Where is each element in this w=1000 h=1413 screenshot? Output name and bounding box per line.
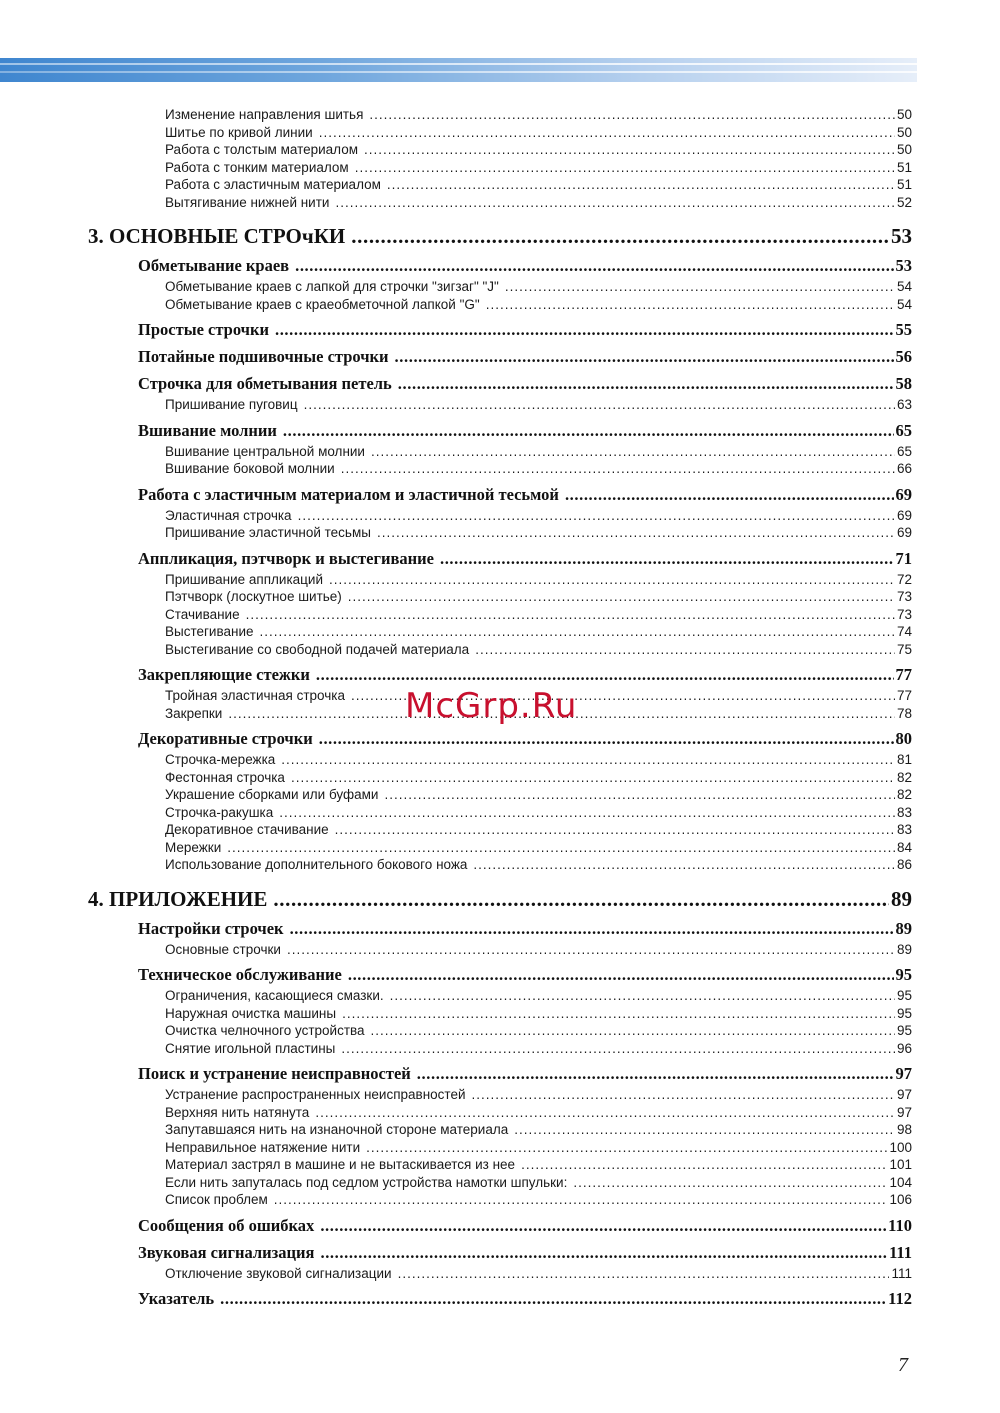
toc-entry-page: 97 [895,1064,912,1083]
toc-subsection [165,1022,912,1040]
toc-dot-leader [355,159,895,177]
toc-entry-title: Выстегивание [165,624,254,639]
toc-entry-page: 69 [896,507,912,523]
toc-entry-title: Вытягивание нижней нити [165,194,330,210]
toc-entry-page: 72 [896,571,912,587]
toc-entry-page: 86 [896,857,912,872]
toc-entry-title: Работа с эластичным материалом [165,177,381,192]
toc-section [138,320,912,340]
toc-dot-leader [291,769,895,787]
toc-dot-leader [387,176,895,194]
toc-dot-leader [304,396,895,414]
toc-entry-title: Основные строчки [165,941,281,957]
toc-entry-title: Шитье по кривой линии [165,124,313,140]
toc-entry-page: 56 [895,347,912,366]
toc-entry-title: Строчка-ракушка [165,804,274,820]
toc-entry-title: Пришивание аппликаций [165,571,323,587]
toc-entry-title: Использование дополнительного бокового ножа [165,857,468,872]
toc-dot-leader [473,856,895,874]
toc-entry-title: Стачивание [165,606,240,622]
toc-entry-title: Сообщения об ошибках [138,1215,315,1235]
toc-dot-leader [227,839,895,857]
toc-entry-title: Работа с тонким материалом [165,159,349,175]
toc-entry-title: Настройки строчек [138,918,284,938]
toc-entry-title: Верхняя нить натянута [165,1104,310,1120]
toc-entry-title: Простые строчки [138,320,269,339]
toc-entry-page: 111 [891,1265,912,1281]
toc-dot-leader [384,786,895,804]
toc-dot-leader [246,606,895,624]
toc-entry-title: Строчка-мережка [165,752,276,767]
toc-subsection [165,460,912,478]
toc-section [138,919,912,939]
toc-subsection [165,396,912,414]
toc-subsection [165,786,912,804]
toc-entry-page: 73 [896,589,912,604]
toc-subsection [165,124,912,142]
toc-dot-leader [348,965,894,985]
toc-dot-leader [521,1156,887,1174]
toc-entry-page: 69 [896,525,912,540]
toc-section [138,485,912,505]
toc-entry-page: 55 [895,320,912,339]
toc-subsection [165,769,912,787]
toc-subsection [165,606,912,624]
toc-dot-leader [283,421,894,441]
toc-entry-title: Выстегивание со свободной подачей материала [165,641,470,657]
toc-dot-leader [281,751,895,769]
toc-entry-title: Эластичная строчка [165,507,292,523]
toc-entry-title: Вшивание боковой молнии [165,461,335,476]
toc-entry-page: 110 [888,1215,912,1235]
toc-entry-page: 95 [895,965,912,984]
toc-entry-page: 54 [896,279,912,294]
toc-dot-leader [316,665,894,685]
toc-section [138,665,912,685]
toc-entry-title: Звуковая сигнализация [138,1242,315,1262]
toc-dot-leader [335,194,895,212]
page-number: 7 [898,1354,908,1376]
toc-entry-page: 52 [896,194,912,210]
toc-subsection [165,1174,912,1192]
toc-entry-page: 81 [896,752,912,767]
toc-subsection [165,588,912,606]
toc-subsection [165,1265,912,1283]
toc-entry-title: Вшивание молнии [138,420,277,440]
toc-subsection [165,751,912,769]
toc-section [138,729,912,749]
toc-entry-title: Техническое обслуживание [138,965,342,984]
toc-entry-page: 71 [895,548,912,568]
toc-entry-page: 50 [896,107,912,122]
toc-entry-title: 3. ОСНОВНЫЕ СТРОчКИ [88,224,346,248]
toc-dot-leader [315,1104,895,1122]
toc-entry-title: Указатель [138,1289,215,1308]
toc-entry-title: Ограничения, касающиеся смазки. [165,988,384,1003]
toc-dot-leader [319,729,894,749]
toc-entry-page: 89 [896,941,912,957]
toc-dot-leader [341,1040,895,1058]
toc-entry-title: Обметывание краев с краеобметочной лапкой "G" [165,296,480,312]
toc-subsection [165,1086,912,1104]
header-decorative-band [0,58,917,82]
toc-entry-title: Если нить запуталась под седлом устройства намотки шпульки: [165,1174,568,1190]
toc-entry-page: 63 [896,397,912,412]
toc-subsection [165,296,912,314]
toc-subsection [165,941,912,959]
toc-dot-leader [364,141,895,159]
toc-entry-page: 97 [896,1087,912,1102]
toc-entry-title: Пришивание пуговиц [165,397,298,412]
toc-entry-page: 96 [896,1040,912,1056]
toc-entry-page: 95 [896,988,912,1003]
toc-dot-leader [371,443,895,461]
toc-dot-leader [335,821,895,839]
toc-dot-leader [273,886,889,912]
toc-subsection [165,856,912,874]
toc-entry-title: Пэтчворк (лоскутное шитье) [165,589,342,604]
toc-dot-leader [220,1289,886,1309]
toc-entry-title: Материал застрял в машине и не вытаскивается из нее [165,1157,516,1172]
toc-section [138,549,912,569]
toc-entry-page: 100 [889,1139,912,1155]
toc-entry-page: 78 [896,705,912,721]
toc-dot-leader [320,1243,887,1263]
toc-entry-title: Декоративные строчки [138,729,313,748]
toc-dot-leader [440,549,894,569]
toc-dot-leader [514,1121,895,1139]
toc-entry-title: Очистка челночного устройства [165,1023,365,1038]
toc-section [138,965,912,985]
toc-entry-title: Неправильное натяжение нити [165,1139,361,1155]
toc-section [138,1243,912,1263]
toc-entry-page: 83 [896,822,912,837]
toc-subsection [165,1005,912,1023]
toc-subsection [165,176,912,194]
toc-entry-title: Поиск и устранение неисправностей [138,1064,411,1083]
toc-dot-leader [417,1064,894,1084]
toc-dot-leader [505,278,895,296]
toc-entry-title: Список проблем [165,1192,268,1207]
toc-entry-page: 80 [895,729,912,748]
toc-section [138,421,912,441]
toc-subsection [165,141,912,159]
toc-entry-page: 77 [896,688,912,703]
toc-entry-page: 89 [891,886,912,911]
toc-entry-page: 73 [896,606,912,622]
toc-dot-leader [398,374,894,394]
toc-dot-leader [275,320,894,340]
toc-entry-page: 50 [896,124,912,140]
toc-section [138,1216,912,1236]
toc-entry-title: Обметывание краев [138,256,290,275]
toc-subsection [165,1156,912,1174]
toc-subsection [165,194,912,212]
toc-entry-title: Закрепки [165,705,223,721]
toc-subsection [165,1121,912,1139]
toc-dot-leader [341,460,895,478]
toc-subsection [165,839,912,857]
toc-entry-page: 106 [889,1192,912,1207]
toc-dot-leader [329,571,895,589]
toc-entry-title: Тройная эластичная строчка [165,688,345,703]
toc-dot-leader [348,588,895,606]
toc-dot-leader [298,507,895,525]
toc-dot-leader [390,987,895,1005]
toc-entry-title: Наружная очистка машины [165,1005,337,1021]
toc-dot-leader [377,524,895,542]
toc-entry-page: 74 [896,624,912,639]
toc-entry-page: 82 [896,787,912,802]
toc-entry-title: Снятие игольной пластины [165,1040,336,1056]
toc-chapter [88,886,912,912]
toc-entry-page: 89 [895,918,912,938]
toc-entry-page: 112 [888,1289,912,1308]
toc-subsection [165,571,912,589]
toc-dot-leader [274,1191,888,1209]
toc-entry-page: 69 [895,484,912,504]
toc-entry-page: 95 [896,1005,912,1021]
toc-dot-leader [290,919,894,939]
toc-subsection [165,278,912,296]
toc-entry-page: 53 [895,256,912,275]
toc-entry-title: Работа с эластичным материалом и эластичной тесьмой [138,484,559,504]
toc-entry-page: 83 [896,804,912,820]
toc-dot-leader [320,1216,886,1236]
toc-entry-title: Украшение сборками или буфами [165,787,379,802]
toc-subsection [165,159,912,177]
toc-dot-leader [371,1022,895,1040]
watermark-text: McGrp.Ru [405,686,578,726]
toc-entry-title: Устранение распространенных неисправностей [165,1087,466,1102]
toc-entry-page: 77 [895,665,912,684]
toc-dot-leader [342,1005,895,1023]
toc-entry-page: 66 [896,461,912,476]
toc-entry-title: Строчка для обметывания петель [138,374,392,393]
toc-entry-title: Отключение звуковой сигнализации [165,1265,392,1281]
toc-entry-page: 104 [889,1174,912,1190]
toc-chapter [88,223,912,249]
toc-subsection [165,1139,912,1157]
toc-entry-page: 82 [896,769,912,785]
toc-dot-leader [472,1086,895,1104]
toc-subsection [165,507,912,525]
toc-section [138,1289,912,1309]
toc-dot-leader [366,1139,887,1157]
toc-entry-title: Аппликация, пэтчворк и выстегивание [138,548,434,568]
toc-dot-leader [287,941,895,959]
toc-dot-leader [398,1265,890,1283]
toc-dot-leader [395,347,894,367]
toc-entry-title: Пришивание эластичной тесьмы [165,525,371,540]
toc-entry-page: 65 [896,443,912,459]
toc-subsection [165,1191,912,1209]
toc-entry-title: Декоративное стачивание [165,822,329,837]
toc-entry-page: 84 [896,839,912,855]
toc-entry-title: 4. ПРИЛОЖЕНИЕ [88,886,268,911]
toc-dot-leader [369,106,895,124]
toc-entry-page: 111 [889,1242,912,1262]
toc-section [138,1064,912,1084]
toc-entry-page: 75 [896,641,912,657]
toc-entry-title: Потайные подшивочные строчки [138,347,389,366]
toc-subsection [165,623,912,641]
toc-subsection [165,1040,912,1058]
toc-dot-leader [565,485,894,505]
toc-entry-title: Изменение направления шитья [165,107,364,122]
toc-entry-title: Закрепляющие стежки [138,665,310,684]
toc-entry-title: Фестонная строчка [165,769,285,785]
toc-entry-title: Вшивание центральной молнии [165,443,365,459]
toc-subsection [165,821,912,839]
toc-subsection [165,804,912,822]
toc-entry-title: Обметывание краев с лапкой для строчки "зигзаг" "J" [165,279,499,294]
toc-entry-page: 54 [896,296,912,312]
toc-section [138,347,912,367]
toc-entry-page: 50 [896,142,912,157]
toc-entry-title: Запутавшаяся нить на изнаночной стороне материала [165,1122,509,1137]
toc-subsection [165,524,912,542]
toc-entry-page: 101 [889,1157,912,1172]
toc-subsection [165,987,912,1005]
toc-entry-page: 53 [891,224,912,248]
toc-subsection [165,1104,912,1122]
toc-dot-leader [475,641,895,659]
toc-dot-leader [486,296,895,314]
toc-subsection [165,641,912,659]
toc-dot-leader [573,1174,887,1192]
toc-dot-leader [279,804,895,822]
toc-dot-leader [319,124,895,142]
toc-subsection [165,443,912,461]
toc-entry-page: 58 [895,374,912,393]
toc-dot-leader [351,223,889,249]
toc-entry-title: Мережки [165,839,222,855]
toc-subsection [165,106,912,124]
toc-section [138,374,912,394]
toc-entry-title: Работа с толстым материалом [165,142,358,157]
toc-section [138,256,912,276]
toc-dot-leader [295,256,893,276]
toc-dot-leader [260,623,895,641]
toc-entry-page: 98 [896,1122,912,1137]
toc-entry-page: 97 [896,1104,912,1120]
toc-entry-page: 51 [896,177,912,192]
toc-entry-page: 51 [896,159,912,175]
toc-entry-page: 65 [895,420,912,440]
toc-entry-page: 95 [896,1023,912,1038]
